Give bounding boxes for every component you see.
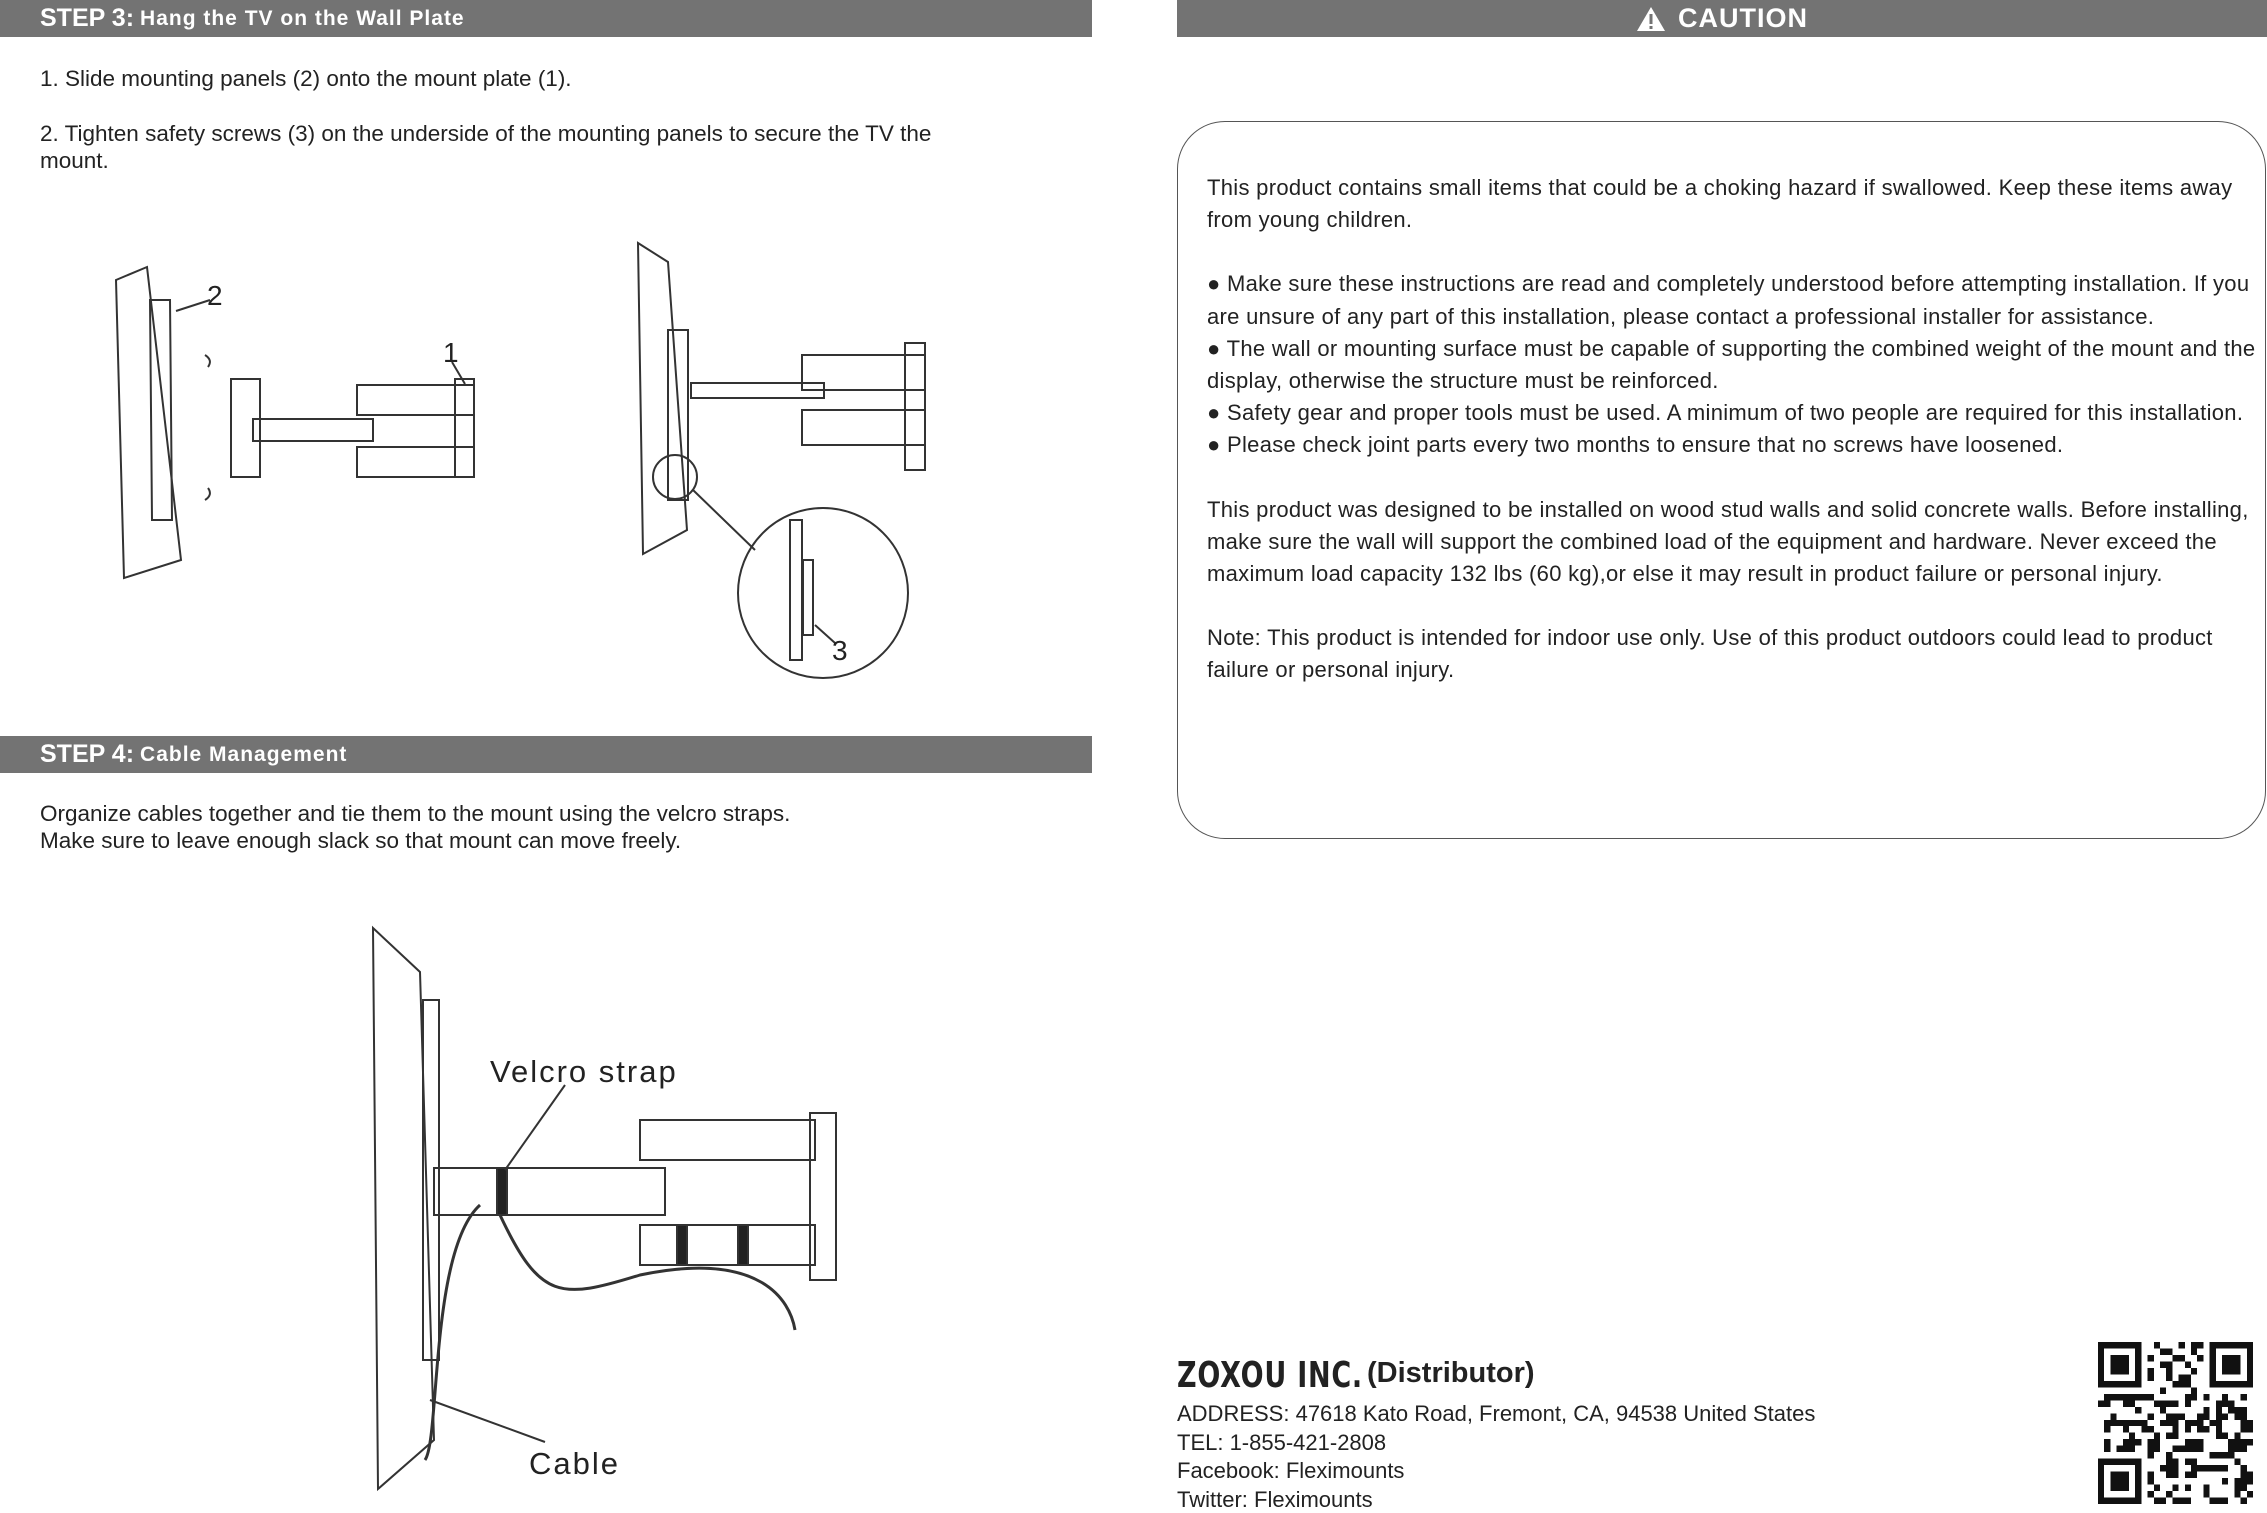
label-plate: 1 — [443, 337, 459, 368]
label-screw: 3 — [832, 635, 848, 666]
step4-number: STEP 4: — [40, 740, 134, 769]
caution-text — [1207, 172, 2257, 687]
caution-header — [1177, 0, 2267, 37]
step3-instruction-1: 1. Slide mounting panels (2) onto the mount plate (1). — [40, 65, 572, 92]
label-cable: Cable — [529, 1446, 620, 1481]
caution-bullet: ● Safety gear and proper tools must be used. A minimum of two people are required for this installation. — [1207, 397, 2257, 429]
step3-diagram-left — [116, 267, 474, 578]
warning-triangle-icon — [1636, 6, 1666, 32]
caution-bullet: ● The wall or mounting surface must be capable of supporting the combined weight of the mount and the display, otherwise the structure must be reinforced. — [1207, 333, 2257, 397]
address: ADDRESS: 47618 Kato Road, Fremont, CA, 94538 United States — [1177, 1401, 1815, 1428]
step3-diagram-right — [638, 243, 925, 678]
step3-number: STEP 3: — [40, 4, 134, 33]
step3-title: Hang the TV on the Wall Plate — [140, 7, 465, 31]
caution-bullet: ● Please check joint parts every two months to ensure that no screws have loosened. — [1207, 429, 2257, 461]
qr-code — [2098, 1342, 2253, 1504]
caution-note: Note: This product is intended for indoor use only. Use of this product outdoors could lead to product failure or personal injury. — [1207, 622, 2257, 686]
caution-load: This product was designed to be installed on wood stud walls and solid concrete walls. Before installing, make sure the wall will support the combined load of the equipment and hardware. Never exceed the maximum load capacity 132 lbs (60 kg),or else it may result in product failure or personal injury. — [1207, 494, 2257, 591]
distributor-label: (Distributor) — [1367, 1357, 1535, 1390]
brand-logo: ZOXOU INC. — [1177, 1355, 1363, 1396]
telephone: TEL: 1-855-421-2808 — [1177, 1430, 1815, 1457]
step4-instructions: Organize cables together and tie them to the mount using the velcro straps. Make sure to leave enough slack so that mount can move freely. — [40, 800, 790, 854]
twitter: Twitter: Fleximounts — [1177, 1487, 1815, 1513]
caution-title: CAUTION — [1678, 3, 1808, 34]
step4-title: Cable Management — [140, 743, 347, 767]
step4-diagram — [373, 928, 836, 1489]
caution-bullet: ● Make sure these instructions are read and completely understood before attempting installation. If you are unsure of any part of this installation, please contact a professional installer for assistance. — [1207, 268, 2257, 332]
label-panel: 2 — [207, 280, 223, 311]
label-velcro-strap: Velcro strap — [490, 1054, 678, 1089]
step4-header — [0, 736, 1092, 773]
step3-instruction-2: 2. Tighten safety screws (3) on the underside of the mounting panels to secure the TV the mount. — [40, 120, 1100, 174]
facebook: Facebook: Fleximounts — [1177, 1458, 1815, 1485]
caution-intro: This product contains small items that could be a choking hazard if swallowed. Keep these items away from young children. — [1207, 172, 2257, 236]
distributor-info — [1177, 1355, 1815, 1513]
